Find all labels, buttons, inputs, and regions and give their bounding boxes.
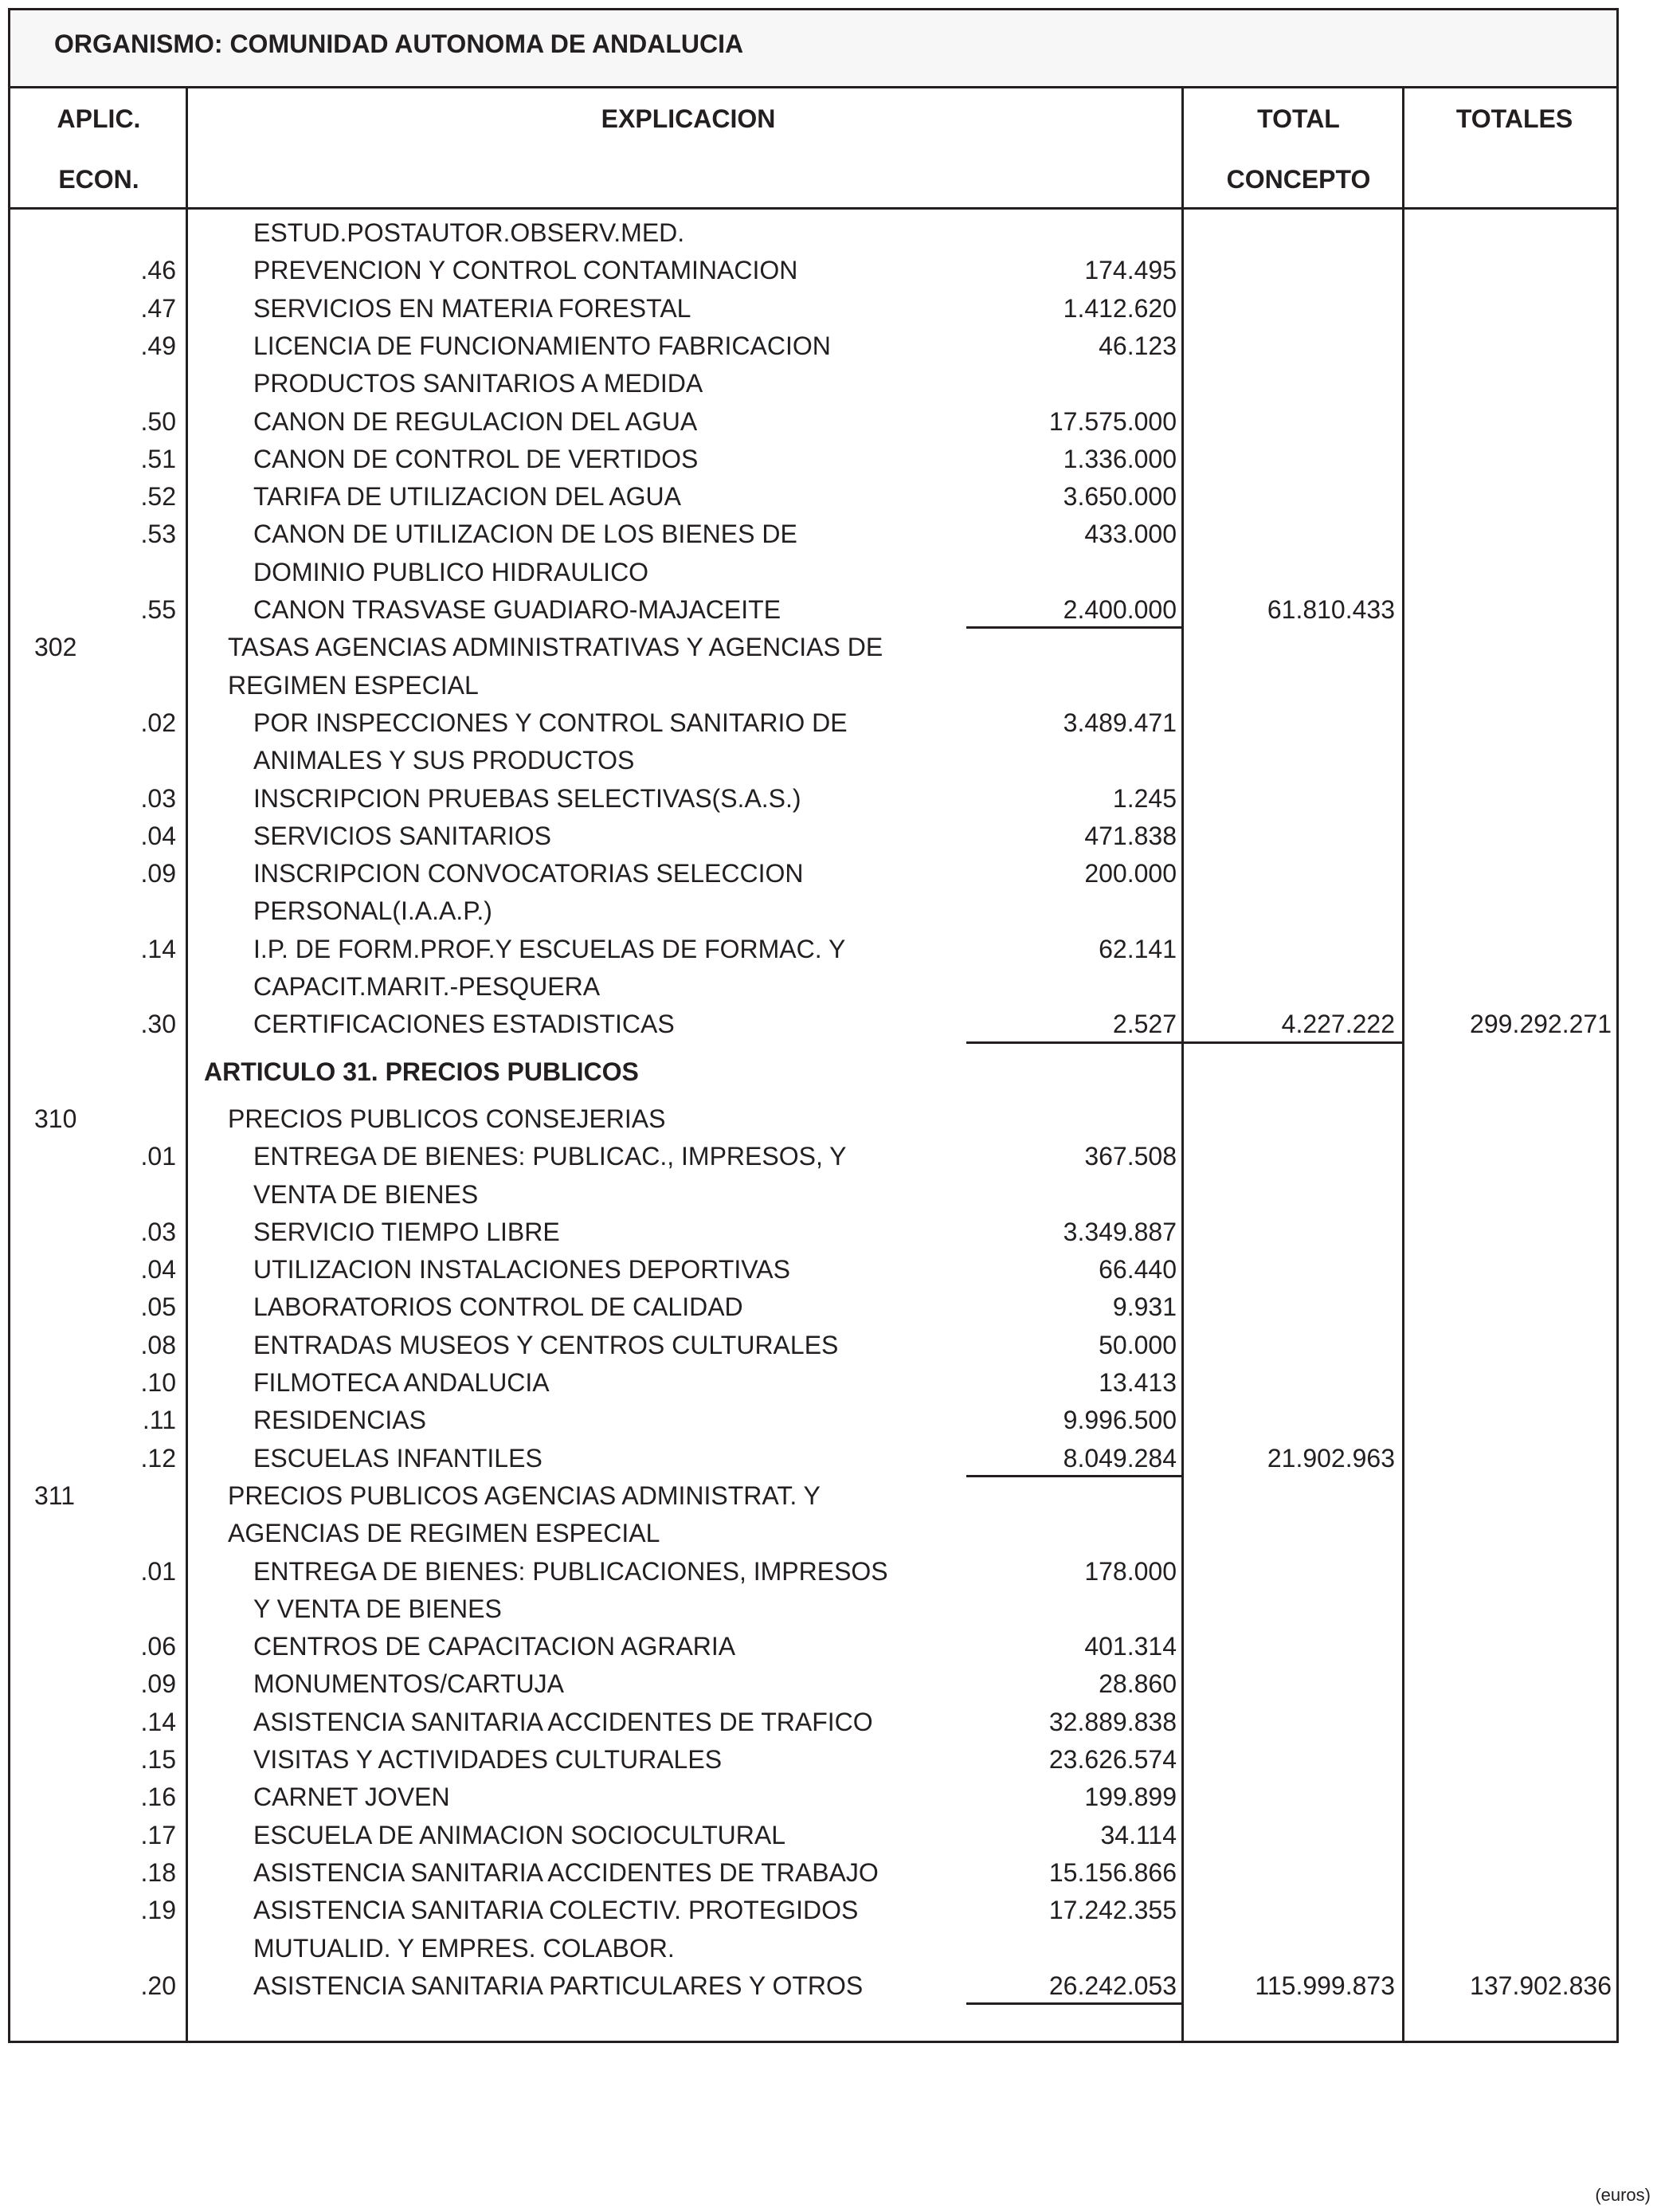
description: Y VENTA DE BIENES bbox=[253, 1594, 502, 1623]
table-row bbox=[10, 1892, 1616, 1929]
description: SERVICIO TIEMPO LIBRE bbox=[253, 1217, 560, 1246]
concept-code: 310 bbox=[34, 1104, 77, 1133]
subconcept-code: .11 bbox=[142, 1406, 176, 1435]
subconcept-code: .06 bbox=[140, 1632, 176, 1661]
subconcept-code: .01 bbox=[140, 1142, 176, 1171]
amount-cell: 3.349.887 bbox=[1063, 1217, 1177, 1246]
subconcept-code: .15 bbox=[140, 1745, 176, 1774]
table-row bbox=[10, 1364, 1616, 1402]
amount-cell: 199.899 bbox=[1084, 1783, 1177, 1812]
description: VISITAS Y ACTIVIDADES CULTURALES bbox=[253, 1745, 723, 1774]
amount-cell: 471.838 bbox=[1084, 821, 1177, 850]
subconcept-code: .46 bbox=[140, 256, 176, 285]
amount-cell: 3.489.471 bbox=[1063, 708, 1177, 737]
header-explicacion: EXPLICACION bbox=[601, 104, 776, 133]
organism-title: ORGANISMO: COMUNIDAD AUTONOMA DE ANDALUCIA bbox=[54, 29, 744, 58]
amount-cell: 9.931 bbox=[1112, 1292, 1177, 1322]
table-row bbox=[10, 554, 1616, 591]
description: CERTIFICACIONES ESTADISTICAS bbox=[253, 1010, 675, 1039]
table-row bbox=[10, 1967, 1616, 2005]
totales-cell: 299.292.271 bbox=[1470, 1010, 1612, 1039]
table-row bbox=[10, 1930, 1616, 1967]
table-row bbox=[10, 365, 1616, 402]
table-row bbox=[10, 252, 1616, 289]
amount-cell: 13.413 bbox=[1099, 1368, 1177, 1397]
description: ENTREGA DE BIENES: PUBLICAC., IMPRESOS, Y bbox=[253, 1142, 847, 1171]
amount-cell: 401.314 bbox=[1084, 1632, 1177, 1661]
amount-cell: 17.575.000 bbox=[1048, 406, 1177, 436]
table-row bbox=[10, 1665, 1616, 1703]
amount-cell: 2.527 bbox=[1112, 1010, 1177, 1039]
subconcept-code: .09 bbox=[140, 1669, 176, 1699]
table-row bbox=[10, 1553, 1616, 1590]
amount-cell: 1.336.000 bbox=[1063, 444, 1177, 473]
subconcept-code: .03 bbox=[140, 1217, 176, 1246]
table-row bbox=[10, 214, 1616, 252]
description: LABORATORIOS CONTROL DE CALIDAD bbox=[253, 1292, 743, 1322]
description: ARTICULO 31. PRECIOS PUBLICOS bbox=[204, 1057, 639, 1086]
description: POR INSPECCIONES Y CONTROL SANITARIO DE bbox=[253, 708, 848, 737]
concept-code: 302 bbox=[34, 633, 77, 662]
subconcept-code: .17 bbox=[140, 1820, 176, 1849]
table-row bbox=[10, 1402, 1616, 1439]
description: CANON DE REGULACION DEL AGUA bbox=[253, 406, 698, 436]
concept-row bbox=[10, 1477, 1616, 1515]
table-row bbox=[10, 327, 1616, 365]
description: CARNET JOVEN bbox=[253, 1783, 450, 1812]
amount-cell: 9.996.500 bbox=[1063, 1406, 1177, 1435]
table-row bbox=[10, 855, 1616, 892]
description: ASISTENCIA SANITARIA ACCIDENTES DE TRABAJO bbox=[253, 1857, 879, 1887]
description: ASISTENCIA SANITARIA ACCIDENTES DE TRAFICO bbox=[253, 1707, 873, 1736]
description: I.P. DE FORM.PROF.Y ESCUELAS DE FORMAC. Y bbox=[253, 934, 846, 963]
description: CANON DE UTILIZACION DE LOS BIENES DE bbox=[253, 520, 797, 549]
subtotal-rule bbox=[966, 1041, 1404, 1044]
amount-cell: 15.156.866 bbox=[1048, 1857, 1177, 1887]
description: CANON DE CONTROL DE VERTIDOS bbox=[253, 444, 699, 473]
description: TARIFA DE UTILIZACION DEL AGUA bbox=[253, 482, 681, 512]
table-row bbox=[10, 1138, 1616, 1175]
description: UTILIZACION INSTALACIONES DEPORTIVAS bbox=[253, 1255, 790, 1284]
amount-cell: 62.141 bbox=[1099, 934, 1177, 963]
subconcept-code: .53 bbox=[140, 520, 176, 549]
description: PREVENCION Y CONTROL CONTAMINACION bbox=[253, 256, 798, 285]
description: REGIMEN ESPECIAL bbox=[228, 670, 479, 700]
subconcept-code: .02 bbox=[140, 708, 176, 737]
description: ESCUELAS INFANTILES bbox=[253, 1443, 543, 1473]
description: ENTRADAS MUSEOS Y CENTROS CULTURALES bbox=[253, 1330, 839, 1359]
subconcept-code: .14 bbox=[140, 1707, 176, 1736]
description: PRODUCTOS SANITARIOS A MEDIDA bbox=[253, 369, 703, 398]
description: CANON TRASVASE GUADIARO-MAJACEITE bbox=[253, 595, 781, 624]
table-row bbox=[10, 516, 1616, 553]
description: TASAS AGENCIAS ADMINISTRATIVAS Y AGENCIAS DE bbox=[228, 633, 883, 662]
subconcept-code: .55 bbox=[140, 595, 176, 624]
table-row bbox=[10, 1251, 1616, 1288]
subconcept-code: .50 bbox=[140, 406, 176, 436]
table-row bbox=[10, 441, 1616, 478]
description: FILMOTECA ANDALUCIA bbox=[253, 1368, 550, 1397]
description: AGENCIAS DE REGIMEN ESPECIAL bbox=[228, 1519, 660, 1548]
subconcept-code: .16 bbox=[140, 1783, 176, 1812]
description: ANIMALES Y SUS PRODUCTOS bbox=[253, 746, 635, 775]
table-row bbox=[10, 1176, 1616, 1214]
description: INSCRIPCION CONVOCATORIAS SELECCION bbox=[253, 859, 804, 888]
amount-cell: 28.860 bbox=[1099, 1669, 1177, 1699]
amount-cell: 1.412.620 bbox=[1063, 293, 1177, 323]
description: PERSONAL(I.A.A.P.) bbox=[253, 896, 492, 926]
concept-row bbox=[10, 667, 1616, 704]
amount-cell: 32.889.838 bbox=[1048, 1707, 1177, 1736]
subtotal-rule bbox=[966, 2002, 1181, 2005]
description: LICENCIA DE FUNCIONAMIENTO FABRICACION bbox=[253, 331, 831, 360]
table-row bbox=[10, 704, 1616, 742]
table-row bbox=[10, 780, 1616, 818]
table-row bbox=[10, 818, 1616, 855]
table-header bbox=[10, 88, 1616, 210]
description: ENTREGA DE BIENES: PUBLICACIONES, IMPRESOS bbox=[253, 1556, 888, 1586]
amount-cell: 66.440 bbox=[1099, 1255, 1177, 1284]
amount-cell: 2.400.000 bbox=[1063, 595, 1177, 624]
concept-row bbox=[10, 1515, 1616, 1552]
total-concepto-cell: 115.999.873 bbox=[1255, 1971, 1395, 2000]
amount-cell: 50.000 bbox=[1099, 1330, 1177, 1359]
description: ASISTENCIA SANITARIA PARTICULARES Y OTROS bbox=[253, 1971, 864, 2000]
description: VENTA DE BIENES bbox=[253, 1179, 479, 1209]
table-row bbox=[10, 1327, 1616, 1364]
description: MUTUALID. Y EMPRES. COLABOR. bbox=[253, 1933, 675, 1963]
subconcept-code: .18 bbox=[140, 1857, 176, 1887]
description: SERVICIOS SANITARIOS bbox=[253, 821, 552, 850]
budget-table bbox=[8, 8, 1619, 2043]
table-row bbox=[10, 1779, 1616, 1816]
totales-cell: 137.902.836 bbox=[1470, 1971, 1612, 2000]
table-row bbox=[10, 478, 1616, 516]
header-concepto: CONCEPTO bbox=[1226, 165, 1371, 194]
total-concepto-cell: 61.810.433 bbox=[1267, 595, 1395, 624]
table-row bbox=[10, 591, 1616, 629]
concept-row bbox=[10, 629, 1616, 666]
amount-cell: 46.123 bbox=[1099, 331, 1177, 360]
table-row bbox=[10, 1006, 1616, 1043]
table-row bbox=[10, 892, 1616, 930]
subconcept-code: .09 bbox=[140, 859, 176, 888]
table-row bbox=[10, 403, 1616, 441]
amount-cell: 174.495 bbox=[1084, 256, 1177, 285]
description: SERVICIOS EN MATERIA FORESTAL bbox=[253, 293, 691, 323]
amount-cell: 367.508 bbox=[1084, 1142, 1177, 1171]
description: DOMINIO PUBLICO HIDRAULICO bbox=[253, 557, 649, 586]
table-row bbox=[10, 1741, 1616, 1779]
description: RESIDENCIAS bbox=[253, 1406, 426, 1435]
subconcept-code: .14 bbox=[140, 934, 176, 963]
description: CENTROS DE CAPACITACION AGRARIA bbox=[253, 1632, 736, 1661]
table-row bbox=[10, 968, 1616, 1006]
header-econ: ECON. bbox=[58, 165, 139, 194]
table-row bbox=[10, 1854, 1616, 1892]
table-row bbox=[10, 1288, 1616, 1326]
amount-cell: 3.650.000 bbox=[1063, 482, 1177, 512]
subconcept-code: .19 bbox=[140, 1896, 176, 1925]
table-row bbox=[10, 1628, 1616, 1665]
description: ESCUELA DE ANIMACION SOCIOCULTURAL bbox=[253, 1820, 785, 1849]
subconcept-code: .04 bbox=[140, 821, 176, 850]
organism-bar bbox=[10, 10, 1616, 88]
subconcept-code: .49 bbox=[140, 331, 176, 360]
concept-row bbox=[10, 1100, 1616, 1138]
subconcept-code: .12 bbox=[140, 1443, 176, 1473]
subconcept-code: .51 bbox=[140, 444, 176, 473]
table-row bbox=[10, 931, 1616, 968]
amount-cell: 200.000 bbox=[1084, 859, 1177, 888]
table-row bbox=[10, 1440, 1616, 1477]
amount-cell: 17.242.355 bbox=[1048, 1896, 1177, 1925]
amount-cell: 178.000 bbox=[1084, 1556, 1177, 1586]
subconcept-code: .03 bbox=[140, 783, 176, 813]
table-row bbox=[10, 290, 1616, 327]
subconcept-code: .20 bbox=[140, 1971, 176, 2000]
amount-cell: 433.000 bbox=[1084, 520, 1177, 549]
article-heading-row bbox=[10, 1053, 1616, 1091]
description: ESTUD.POSTAUTOR.OBSERV.MED. bbox=[253, 218, 685, 247]
units-note: (euros) bbox=[1595, 2185, 1651, 2205]
concept-code: 311 bbox=[34, 1481, 76, 1510]
amount-cell: 26.242.053 bbox=[1048, 1971, 1177, 2000]
header-total: TOTAL bbox=[1257, 104, 1340, 133]
subconcept-code: .01 bbox=[140, 1556, 176, 1586]
header-aplic: APLIC. bbox=[57, 104, 141, 133]
subconcept-code: .08 bbox=[140, 1330, 176, 1359]
subconcept-code: .04 bbox=[140, 1255, 176, 1284]
amount-cell: 8.049.284 bbox=[1063, 1443, 1177, 1473]
subconcept-code: .47 bbox=[140, 293, 176, 323]
table-row bbox=[10, 1214, 1616, 1251]
total-concepto-cell: 21.902.963 bbox=[1267, 1443, 1395, 1473]
description: ASISTENCIA SANITARIA COLECTIV. PROTEGIDOS bbox=[253, 1896, 859, 1925]
subconcept-code: .05 bbox=[140, 1292, 176, 1322]
total-concepto-cell: 4.227.222 bbox=[1281, 1010, 1395, 1039]
description: PRECIOS PUBLICOS CONSEJERIAS bbox=[228, 1104, 666, 1133]
subconcept-code: .30 bbox=[140, 1010, 176, 1039]
table-row bbox=[10, 1590, 1616, 1628]
description: MONUMENTOS/CARTUJA bbox=[253, 1669, 564, 1699]
table-row bbox=[10, 1704, 1616, 1741]
amount-cell: 34.114 bbox=[1100, 1820, 1177, 1849]
table-row bbox=[10, 1817, 1616, 1854]
amount-cell: 23.626.574 bbox=[1048, 1745, 1177, 1774]
description: INSCRIPCION PRUEBAS SELECTIVAS(S.A.S.) bbox=[253, 783, 801, 813]
subconcept-code: .52 bbox=[140, 482, 176, 512]
header-totales: TOTALES bbox=[1455, 104, 1573, 133]
subconcept-code: .10 bbox=[140, 1368, 176, 1397]
table-row bbox=[10, 742, 1616, 779]
description: CAPACIT.MARIT.-PESQUERA bbox=[253, 972, 601, 1001]
amount-cell: 1.245 bbox=[1112, 783, 1177, 813]
description: PRECIOS PUBLICOS AGENCIAS ADMINISTRAT. Y bbox=[228, 1481, 821, 1510]
